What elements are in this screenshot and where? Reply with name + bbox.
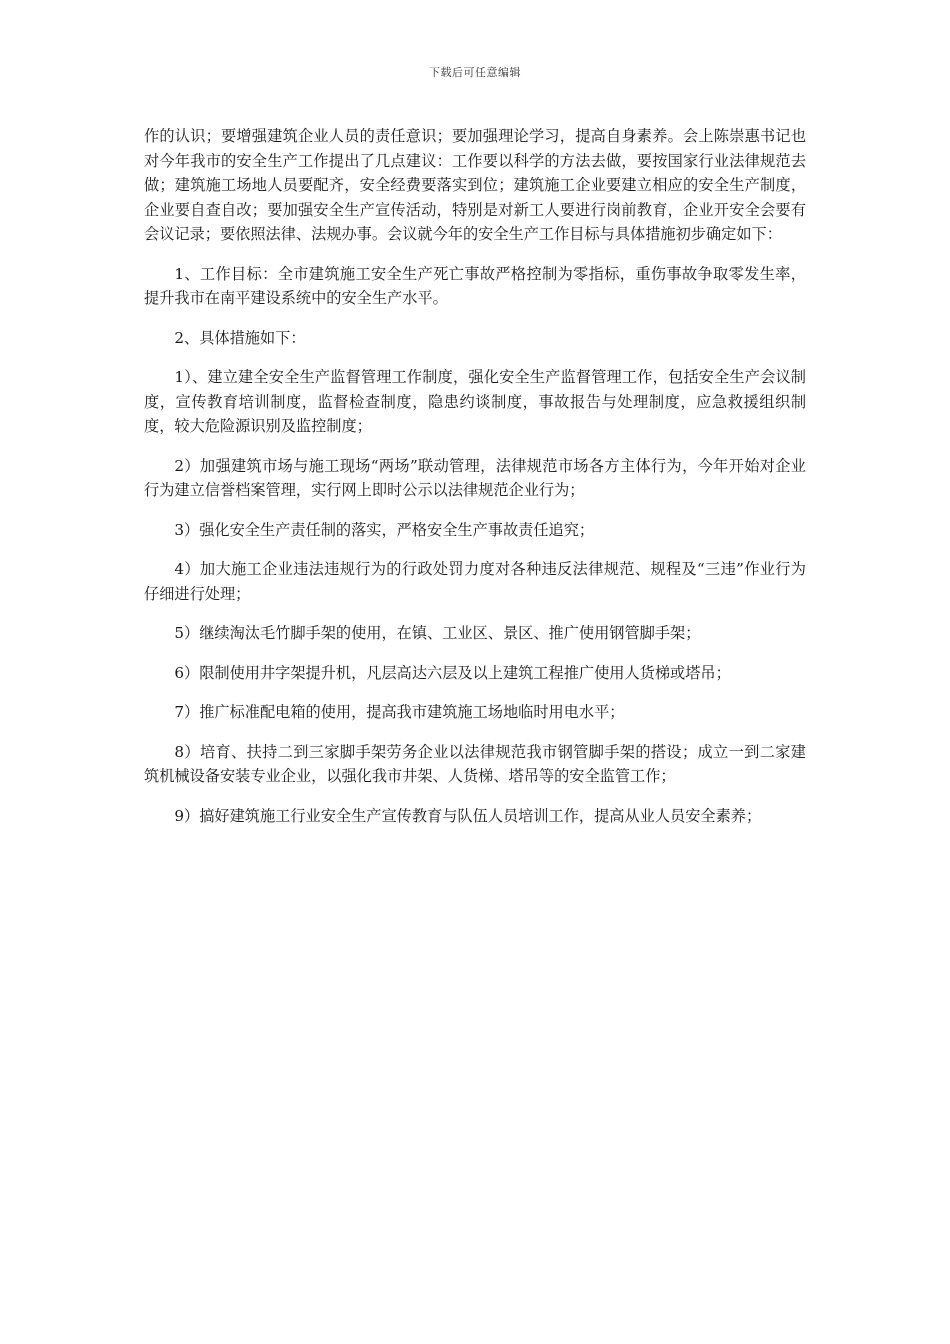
paragraph-measure-9: 9）搞好建筑施工行业安全生产宣传教育与队伍人员培训工作，提高从业人员安全素养； [174,806,762,825]
document-body [144,124,806,843]
header-note: 下载后可任意编辑 [429,66,521,79]
paragraph-measure-2: 2）加强建筑市场与施工现场“两场”联动管理，法律规范市场各方主体行为，今年开始对企业行为建立信誉档案管理，实行网上即时公示以法律规范企业行为； [144,456,806,499]
paragraph-measure-3: 3）强化安全生产责任制的落实，严格安全生产事故责任追究； [174,520,595,539]
paragraph-measure-6: 6）限制使用井字架提升机，凡层高达六层及以上建筑工程推广使用人货梯或塔吊； [174,663,731,682]
paragraph-measure-8: 8）培育、扶持二到三家脚手架劳务企业以法律规范我市钢管脚手架的搭设；成立一到二家建筑机械设备安装专业企业，以强化我市井架、人货梯、塔吊等的安全监管工作； [144,742,806,785]
paragraph-measures-heading: 2、具体措施如下： [174,328,306,347]
paragraph-measure-5: 5）继续淘汰毛竹脚手架的使用，在镇、工业区、景区、推广使用钢管脚手架； [174,624,701,642]
paragraph-intro: 作的认识；要增强建筑企业人员的责任意识；要加强理论学习，提高自身素养。会上陈崇惠书记也对今年我市的安全生产工作提出了几点建议：工作要以科学的方法去做，要按国家行业法律规范去做；建筑施工场地人员要配齐，安全经费要落实到位；建筑施工企业要建立相应的安全生产制度，企业要自查自改；要加强安全生产宣传活动，特别是对新工人要进行岗前教育，企业开安全会要有会议记录；要依照法律、法规办事。会议就今年的安全生产工作目标与具体措施初步确定如下： [144,127,806,243]
paragraph-measure-1: 1）、建立建全安全生产监督管理工作制度，强化安全生产监督管理工作，包括安全生产会议制度，宣传教育培训制度，监督检查制度，隐患约谈制度，事故报告与处理制度，应急救援组织制度，较大危险源识别及监控制度； [144,368,806,435]
paragraph-measure-4: 4）加大施工企业违法违规行为的行政处罚力度对各种违反法律规范、规程及“三违”作业行为仔细进行处理； [144,560,806,603]
paragraph-work-goal: 1、工作目标：全市建筑施工安全生产死亡事故严格控制为零指标，重伤事故争取零发生率，提升我市在南平建设系统中的安全生产水平。 [144,264,806,307]
paragraph-measure-7: 7）推广标准配电箱的使用，提高我市建筑施工场地临时用电水平； [174,703,625,721]
